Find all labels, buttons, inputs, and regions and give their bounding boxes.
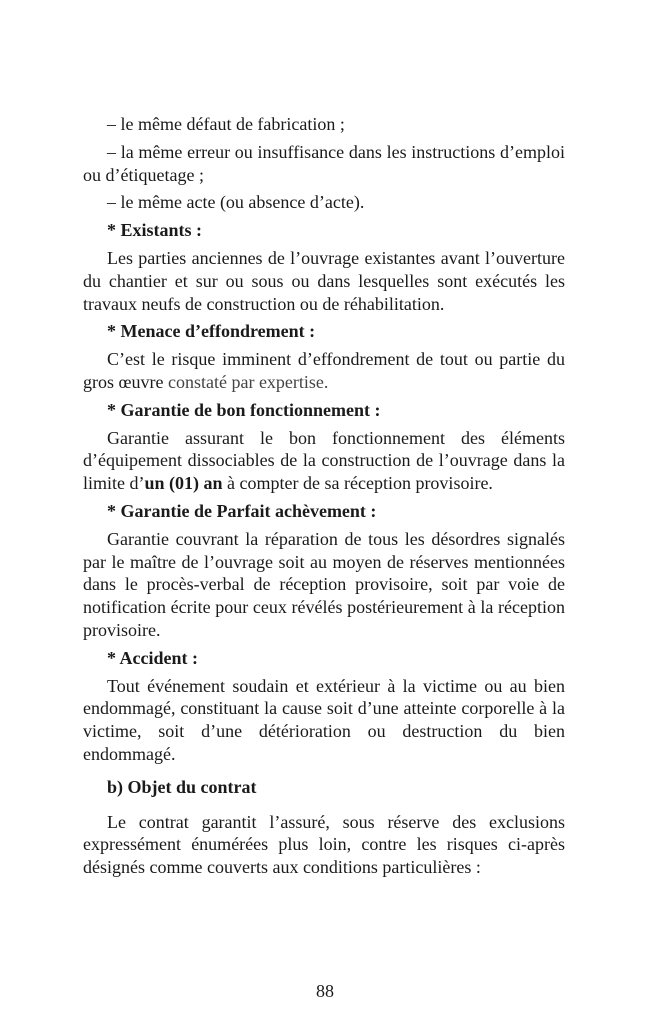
page-body [83, 113, 565, 884]
garantie-parfait-achevement-heading: * Garantie de Parfait achèvement : [107, 500, 377, 521]
garantie-bf-duration: un (01) an [144, 473, 223, 494]
menace-heading: * Menace d’effondrement : [107, 321, 316, 342]
garantie-bf-text-part-2: à compter de sa réception provisoire. [222, 473, 493, 494]
menace-definition-main: C’est le risque imminent d’effondrement de tout ou partie du gros œuvre [83, 349, 565, 392]
existants-heading: * Existants : [107, 220, 203, 241]
existants-definition: Les parties anciennes de l’ouvrage existantes avant l’ouverture du chantier et sur ou sous ou dans lesquelles sont exécutés les travaux neufs de construction ou de réhabilitation. [83, 247, 565, 314]
defect-item-1: – le même défaut de fabrication ; [107, 114, 345, 134]
garantie-parfait-achevement-definition: Garantie couvrant la réparation de tous les désordres signalés par le maître de l’ouvrage soit au moyen de réserves mentionnées dans le procès-verbal de réception provisoire, soit par voie de notification écrite pour ceux révélés postérieurement à la réception provisoire. [83, 528, 565, 640]
garantie-bon-fonctionnement-definition [83, 427, 565, 495]
objet-du-contrat-text: Le contrat garantit l’assuré, sous réserve des exclusions expressément énumérées plus loin, contre les risques ci-après désignés comme couverts aux conditions particulières : [83, 811, 565, 878]
defect-item-3: – le même acte (ou absence d’acte). [107, 192, 365, 213]
menace-definition [83, 348, 565, 394]
menace-definition-tail: constaté par expertise. [167, 371, 329, 392]
accident-heading: * Accident : [107, 647, 198, 668]
page-number: 88 [316, 981, 334, 1001]
objet-du-contrat-heading: b) Objet du contrat [107, 776, 257, 797]
garantie-bon-fonctionnement-heading: * Garantie de bon fonctionnement : [107, 399, 381, 420]
accident-definition: Tout événement soudain et extérieur à la victime ou au bien endommagé, constituant la cause soit d’une atteinte corporelle à la victime, soit d’une détérioration ou destruction du bien endommagé. [83, 675, 565, 764]
garantie-bf-text-part-1: Garantie assurant le bon fonctionnement des éléments d’équipement dissociables de la construction de l’ouvrage dans la limite d’ [83, 427, 565, 494]
defect-item-2: – la même erreur ou insuffisance dans les instructions d’emploi ou d’étiquetage ; [83, 141, 565, 185]
